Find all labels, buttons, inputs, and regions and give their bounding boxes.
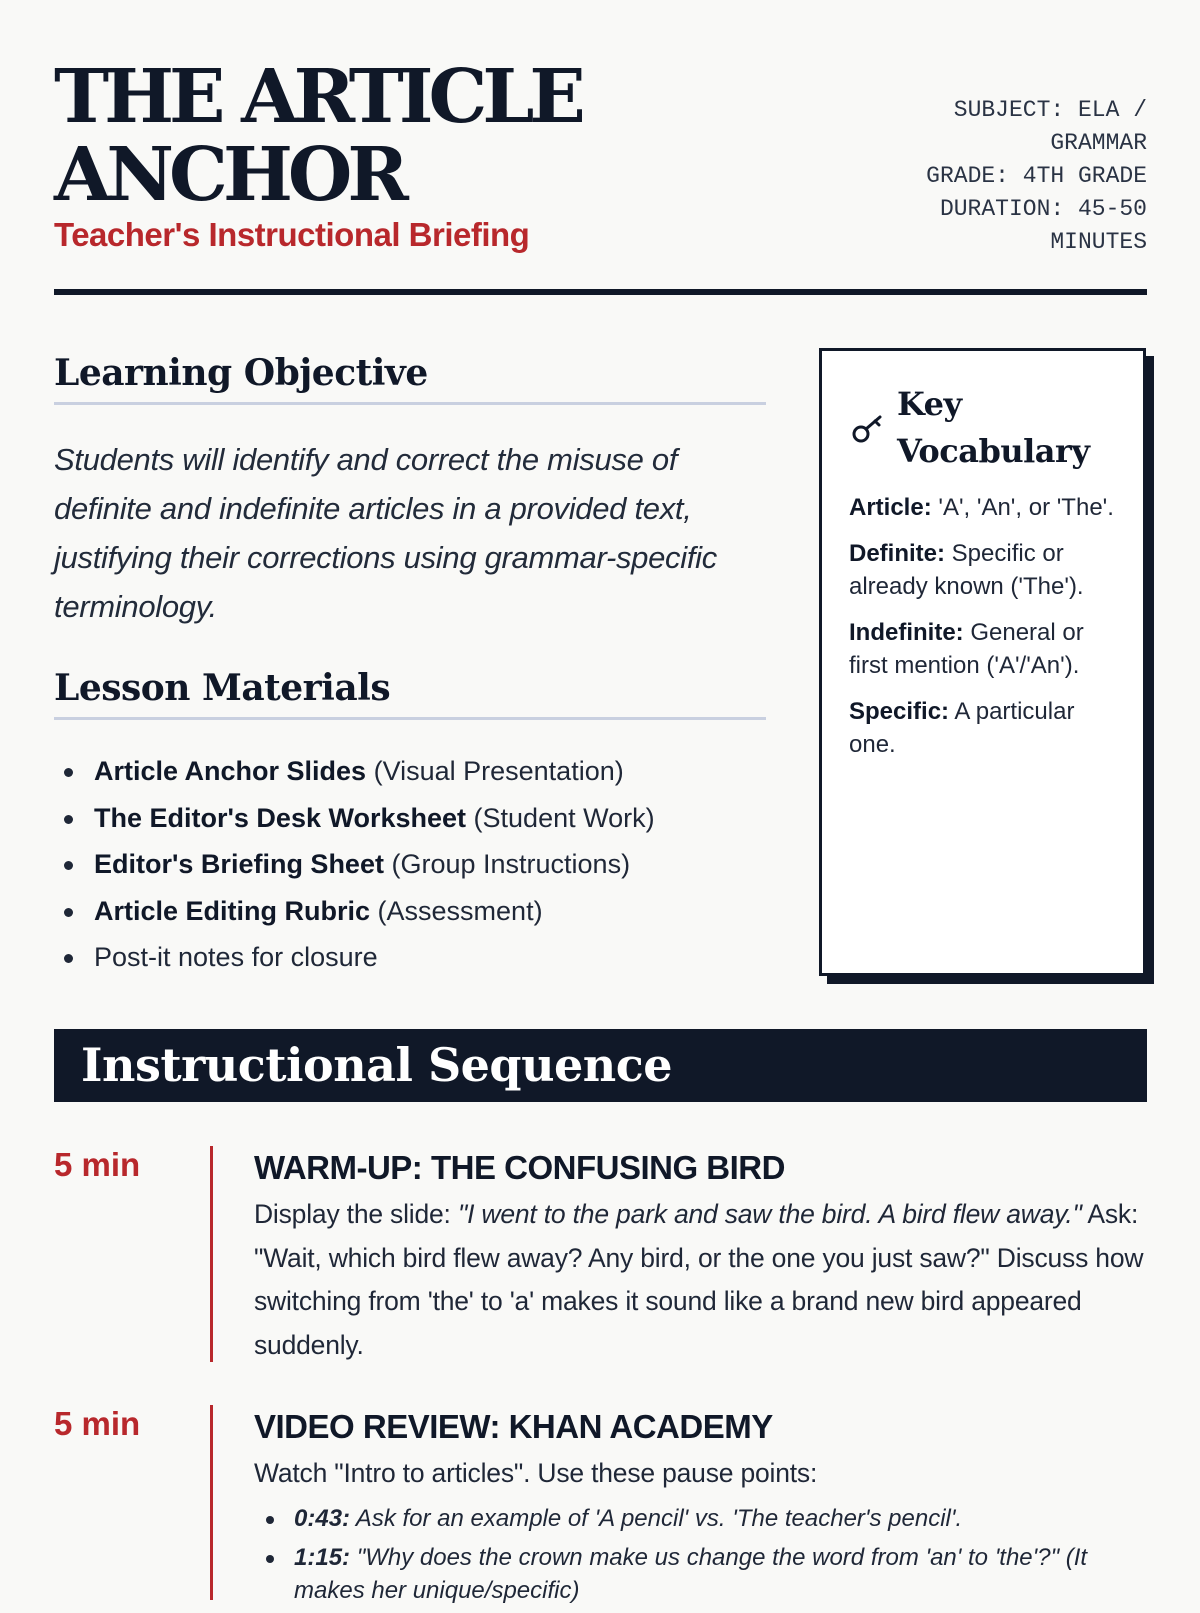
page-header [54,0,1147,295]
bullet-icon [64,768,73,777]
material-note: (Assessment) [370,895,543,926]
material-name: Editor's Briefing Sheet [94,849,384,879]
material-note: (Student Work) [466,802,655,833]
vocab-item [849,695,1117,761]
step-body [254,1405,1147,1613]
page-title: THE ARTICLE ANCHOR [54,54,581,218]
pause-timestamp: 0:43: [294,1504,351,1532]
vocab-definition: 'A', 'An', or 'The'. [931,494,1114,521]
timeline-bar [210,1405,213,1600]
vocab-item [849,537,1117,603]
vocab-term: Article: [849,494,932,521]
material-note: (Visual Presentation) [366,756,624,786]
vocabulary-list [849,491,1117,761]
list-item [54,748,766,795]
list-item [54,934,766,981]
pause-text: "Why does the crown make us change the word from 'an' to 'the'?" (It makes her unique/specific) [294,1543,1088,1604]
step-text: Watch "Intro to articles". Use these pause points: [254,1458,818,1488]
objective-text: Students will identify and correct the misuse of definite and indefinite articles in a provided text, justifying their corrections using grammar-specific terminology. [54,442,717,624]
vocab-definition: General or first mention ('A'/'An'). [849,619,1084,679]
vocab-item [849,491,1117,524]
bullet-icon [266,1555,274,1563]
vocab-item [849,616,1117,682]
step-body [254,1146,1147,1367]
vocabulary-heading: Key Vocabulary [897,385,1090,470]
step-title: WARM-UP: THE CONFUSING BIRD [254,1149,785,1186]
step-text-prefix: Display the slide: [254,1199,458,1229]
step-text-rest: Ask: "Wait, which bird flew away? Any bird, or the one you just saw?" Discuss how switching from 'the' to 'a' makes it sound like a brand new bird appeared suddenly. [254,1199,1144,1360]
bullet-icon [266,1516,274,1524]
key-vocabulary-box [819,348,1146,976]
bullet-icon [64,908,73,917]
lesson-meta [897,94,1147,259]
list-item [254,1541,1147,1607]
meta-subject: SUBJECT: ELA / GRAMMAR [953,97,1147,156]
vocab-term: Definite: [849,540,945,567]
key-icon [849,408,889,448]
materials-list [54,748,766,981]
meta-grade: GRADE: 4TH GRADE [926,163,1147,189]
materials-heading: Lesson Materials [54,667,766,720]
list-item [54,888,766,935]
sequence-step-warmup [54,1146,1147,1366]
list-item [254,1502,1147,1535]
page-subtitle: Teacher's Instructional Briefing [54,216,530,253]
bullet-icon [64,861,73,870]
objective-heading: Learning Objective [54,352,766,405]
material-name: The Editor's Desk Worksheet [94,802,467,833]
list-item [54,795,766,842]
material-name: Article Editing Rubric [94,895,371,926]
pause-points-list [254,1502,1147,1607]
vocab-definition: A particular one. [849,698,1075,758]
step-time: 5 min [54,1405,141,1442]
list-item [54,841,766,888]
sequence-heading: Instructional Sequence [54,1029,1147,1102]
material-name: Article Anchor Slides [94,756,367,786]
vocabulary-header [849,381,1117,475]
step-text-quote: "I went to the park and saw the bird. A bird flew away." [457,1199,1082,1229]
material-note: Post-it notes for closure [94,942,378,972]
bullet-icon [64,954,73,963]
pause-timestamp: 1:15: [294,1543,351,1571]
material-note: (Group Instructions) [383,849,631,879]
objective-materials-column [54,352,766,981]
vocab-term: Indefinite: [849,619,964,646]
vocab-term: Specific: [849,698,950,725]
meta-duration: DURATION: 45-50 MINUTES [939,196,1147,255]
sequence-step-video [54,1405,1147,1604]
pause-text: Ask for an example of 'A pencil' vs. 'The teacher's pencil'. [350,1504,963,1532]
step-text [254,1193,1147,1367]
vocab-definition: Specific or already known ('The'). [849,540,1084,600]
bullet-icon [64,815,73,824]
step-time: 5 min [54,1146,141,1183]
step-title: VIDEO REVIEW: KHAN ACADEMY [254,1408,773,1445]
lesson-briefing-page [54,0,1147,1604]
timeline-bar [210,1146,213,1362]
